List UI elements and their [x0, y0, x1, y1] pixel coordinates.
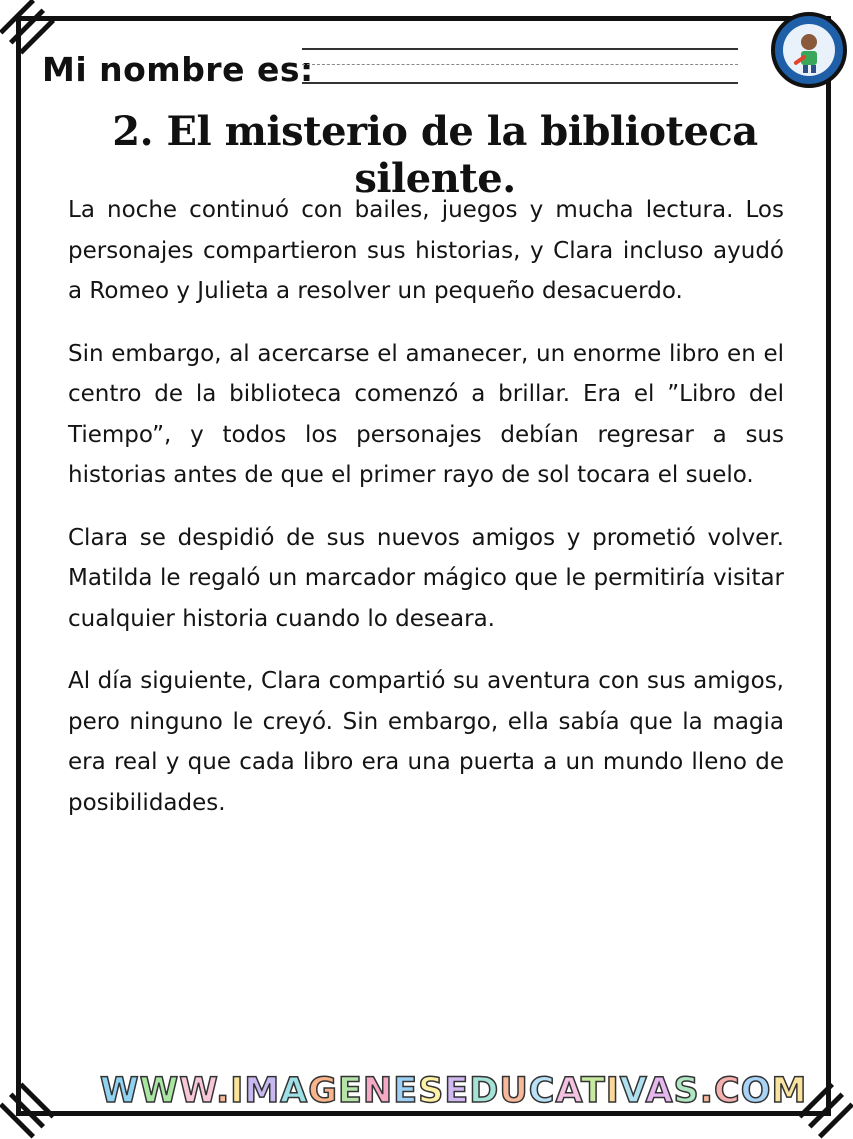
logo-badge: [771, 12, 847, 88]
corner-stripes-bottom-left: [0, 1077, 60, 1137]
name-label: Mi nombre es:: [42, 50, 314, 89]
page-title: 2. El misterio de la biblioteca silente.: [112, 108, 758, 202]
story-text: [68, 190, 784, 845]
name-writing-lines[interactable]: [302, 48, 738, 84]
paragraph-3: Clara se despidió de sus nuevos amigos y prometió volver. Matilda le regaló un marcador mágico que le permitiría visitar cualquier historia cuando lo deseara.: [68, 524, 784, 632]
child-writing-icon: [783, 24, 835, 76]
website-watermark: WWW.IMAGENESEDUCATIVAS.COM: [100, 1071, 808, 1111]
paragraph-1: La noche continuó con bailes, juegos y mucha lectura. Los personajes compartieron sus historias, y Clara incluso ayudó a Romeo y Julieta a resolver un pequeño desacuerdo.: [68, 197, 784, 304]
paragraph-2: Sin embargo, al acercarse el amanecer, un enorme libro en el centro de la biblioteca comenzó a brillar. Era el ”Libro del Tiempo”, y todos los personajes debían regresar a sus historias antes de que el primer rayo de sol tocara el suelo.: [68, 340, 784, 488]
paragraph-4: Al día siguiente, Clara compartió su aventura con sus amigos, pero ninguno le creyó. Sin embargo, ella sabía que la magia era real y que cada libro era una puerta a un mundo lleno de posibilidades.: [68, 668, 784, 816]
